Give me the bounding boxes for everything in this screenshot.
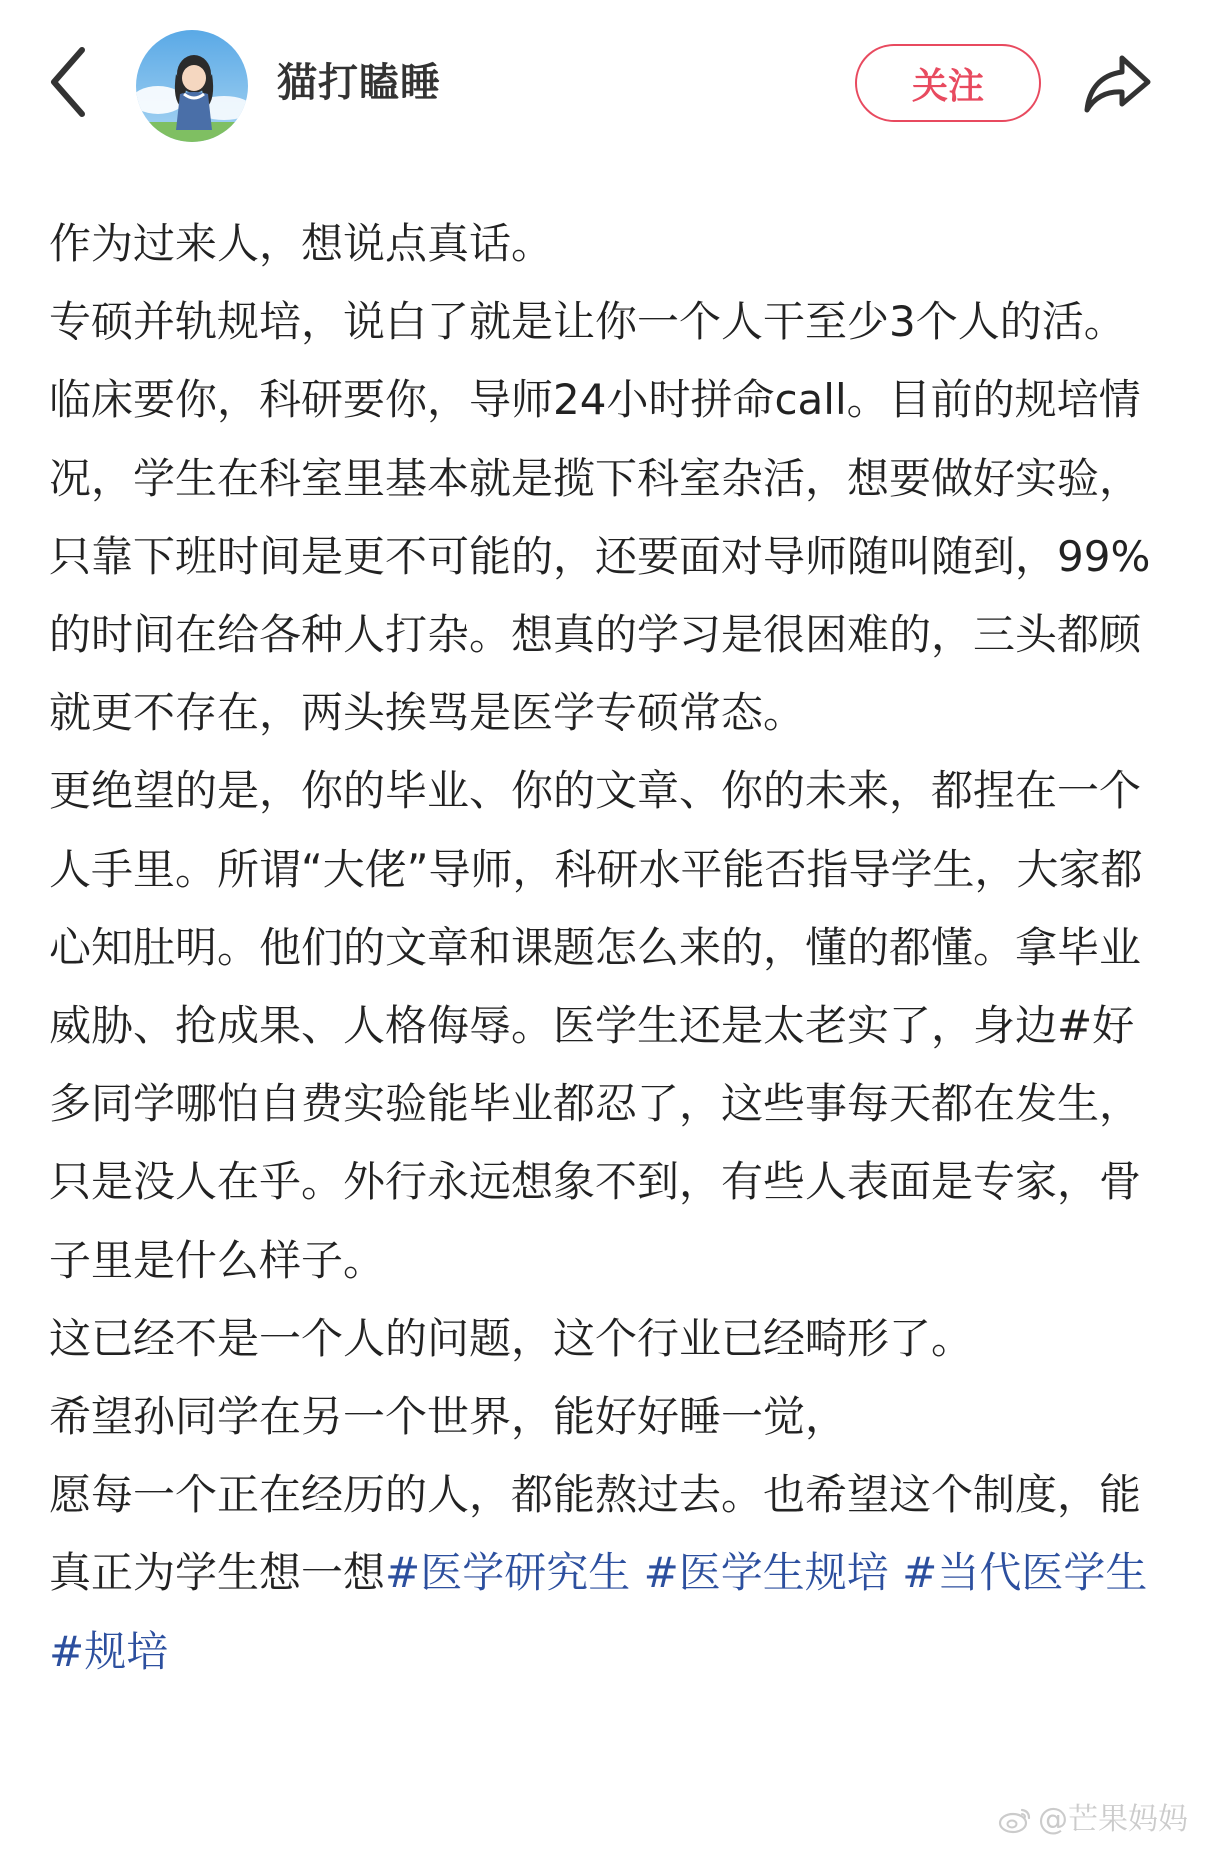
post-content xyxy=(49,205,1161,1691)
post-paragraph-text: 愿每一个正在经历的人，都能熬过去。也希望这个制度，能真正为学生想一想 xyxy=(49,1470,1142,1598)
post-paragraph: 这已经不是一个人的问题，这个行业已经畸形了。 xyxy=(49,1313,974,1363)
share-button[interactable] xyxy=(1080,46,1156,122)
back-button[interactable] xyxy=(44,44,104,120)
avatar[interactable] xyxy=(136,30,248,142)
chevron-left-icon xyxy=(44,44,104,120)
post-paragraph: 作为过来人，想说点真话。 xyxy=(49,219,554,268)
follow-button[interactable]: 关注 xyxy=(855,44,1041,122)
hashtag-link[interactable]: #医学研究生 xyxy=(385,1548,631,1598)
hashtag-link[interactable]: #规培 xyxy=(49,1626,169,1676)
username[interactable]: 猫打瞌睡 xyxy=(277,60,441,106)
share-arrow-icon xyxy=(1080,46,1156,122)
post-paragraph: 专硕并轨规培，说白了就是让你一个人干至少3个人的活。临床要你，科研要你，导师24小时拼命call。目前的规培情况，学生在科室里基本就是揽下科室杂活，想要做好实验，只靠下班时间是更不可能的，还要面对导师随叫随到，99%的时间在给各种人打杂。想真的学习是很困难的，三头都顾就更不存在，两头挨骂是医学专硕常态。 xyxy=(49,297,1151,738)
weibo-logo-icon xyxy=(998,1806,1032,1834)
post-paragraph-with-tags xyxy=(49,1456,1161,1691)
top-bar xyxy=(0,0,1206,170)
watermark-text: @芒果妈妈 xyxy=(1038,1802,1188,1837)
hashtag-link[interactable]: #医学生规培 xyxy=(643,1548,889,1598)
post-paragraph: 更绝望的是，你的毕业、你的文章、你的未来，都捏在一个人手里。所谓“大佬”导师，科研水平能否指导学生，大家都心知肚明。他们的文章和课题怎么来的，懂的都懂。拿毕业威胁、抢成果、人格侮辱。医学生还是太老实了，身边#好多同学哪怕自费实验能毕业都忍了，这些事每天都在发生，只是没人在乎。外行永远想象不到，有些人表面是专家，骨子里是什么样子。 xyxy=(49,766,1143,1285)
post-paragraph: 希望孙同学在另一个世界，能好好睡一觉， xyxy=(49,1392,848,1442)
watermark xyxy=(998,1800,1188,1840)
hashtag-link[interactable]: #当代医学生 xyxy=(902,1548,1148,1598)
avatar-image xyxy=(136,30,248,142)
